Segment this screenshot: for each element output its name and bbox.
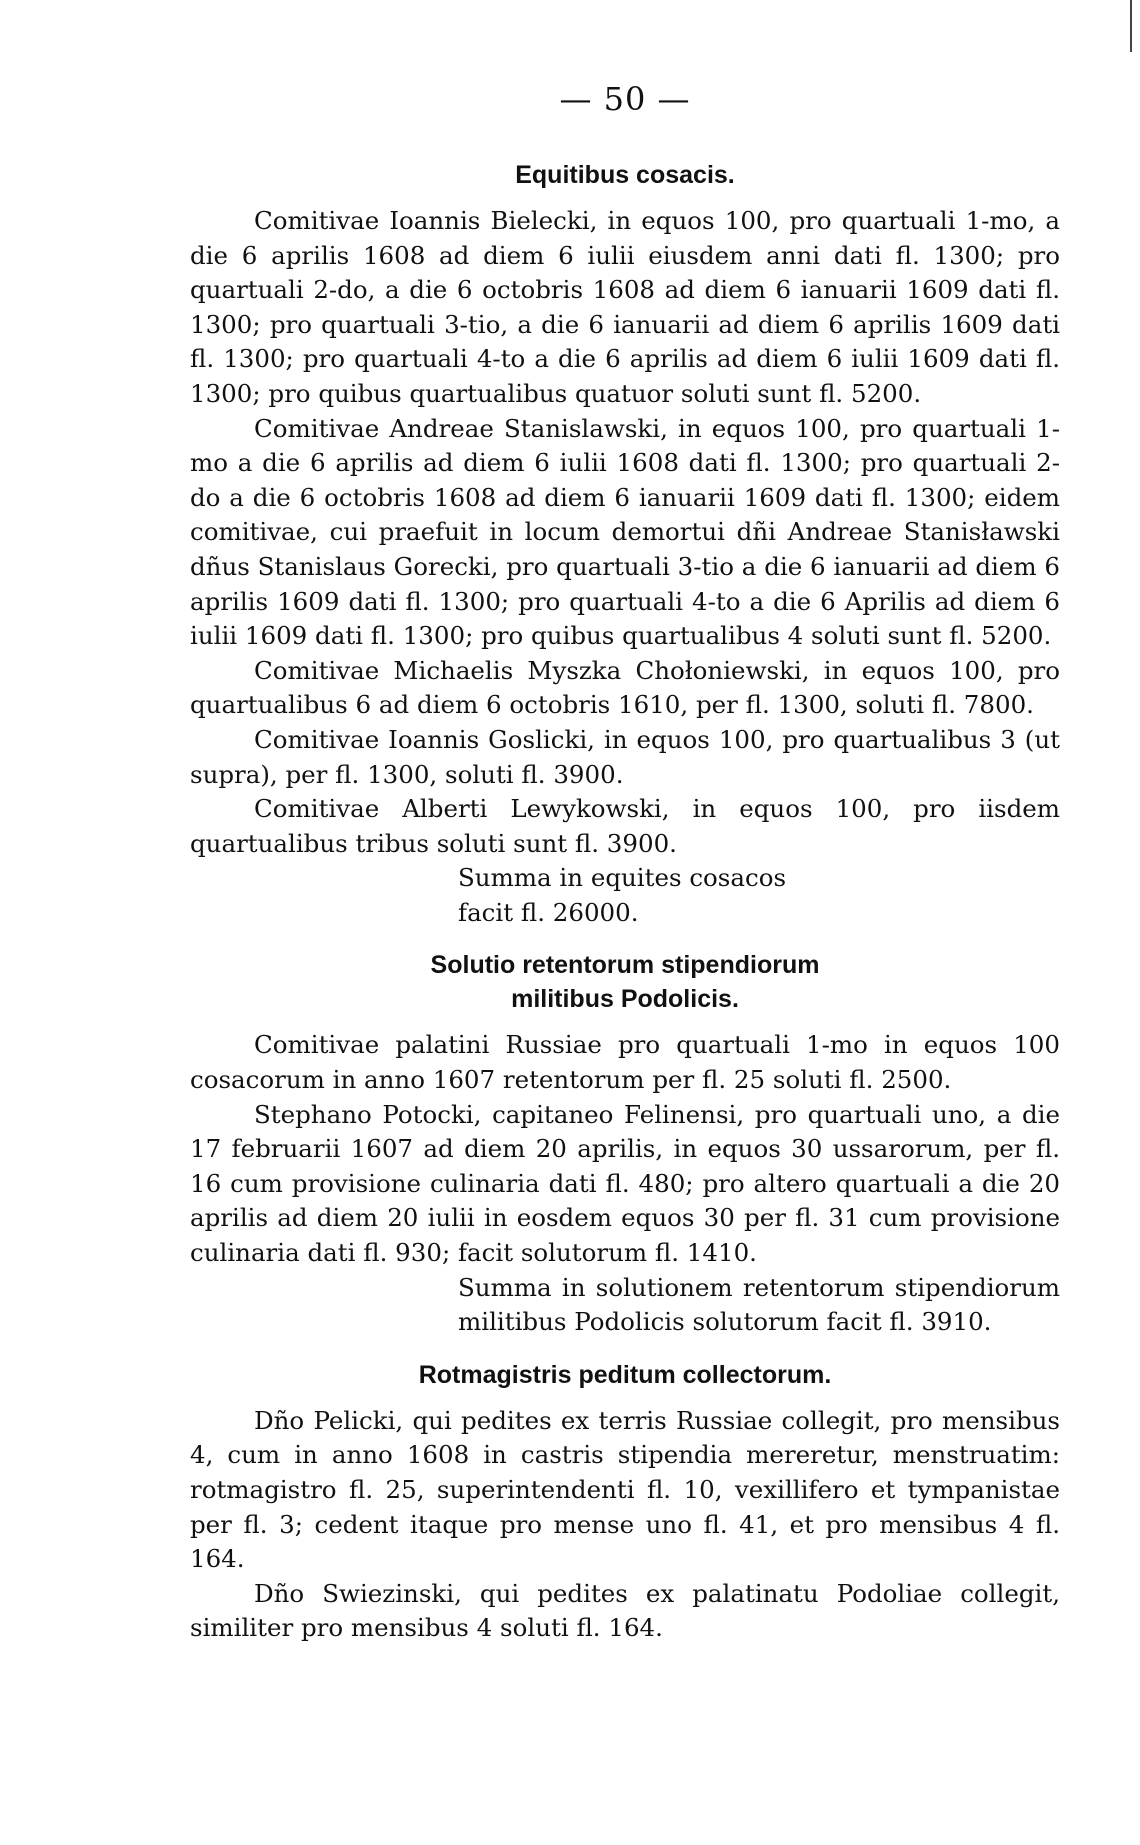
heading-line: militibus Podolicis. — [511, 985, 739, 1014]
paragraph: Comitivae Michaelis Myszka Chołoniewski, in equos 100, pro quartualibus 6 ad diem 6 octobris 1610, per fl. 1300, soluti fl. 7800. — [190, 655, 1060, 720]
section-heading — [190, 158, 1060, 192]
document-page — [190, 80, 1060, 1646]
margin-rule — [1130, 0, 1132, 52]
paragraph: Dño Pelicki, qui pedites ex terris Russiae collegit, pro mensibus 4, cum in anno 1608 in castris stipendia mereretur, menstruatim: rotmagistro fl. 25, superintendenti fl. 10, vexillifero et tympanistae per fl. 3; cedent itaque pro mense uno fl. 41, et pro mensibus 4 fl. 164. — [190, 1405, 1060, 1574]
heading-line: Equitibus cosacis. — [515, 161, 735, 189]
heading-line: Solutio retentorum stipendiorum — [430, 951, 820, 980]
paragraph: Dño Swiezinski, qui pedites ex palatinatu Podoliae collegit, similiter pro mensibus 4 soluti fl. 164. — [190, 1578, 1060, 1643]
paragraph: Comitivae Andreae Stanislawski, in equos 100, pro quartuali 1-mo a die 6 aprilis ad diem 6 iulii 1608 dati fl. 1300; pro quartuali 2-do a die 6 octobris 1608 ad diem 6 ianuarii 1609 dati fl. 1300; eidem comitivae, cui praefuit in locum demortui dñi Andreae Stanisławski dñus Stanislaus Gorecki, pro quartuali 3-tio a die 6 ianuarii ad diem 6 aprilis 1609 dati fl. 1300; pro quartuali 4-to a die 6 Aprilis ad diem 6 iulii 1609 dati fl. 1300; pro quibus quartualibus 4 soluti sunt fl. 5200. — [190, 413, 1060, 651]
summa-line: facit fl. 26000. — [458, 897, 639, 927]
summa-line: Summa in equites cosacos — [458, 863, 787, 893]
paragraph: Comitivae palatini Russiae pro quartuali 1-mo in equos 100 cosacorum in anno 1607 retentorum per fl. 25 soluti fl. 2500. — [190, 1030, 1060, 1095]
section-heading — [190, 948, 1060, 1016]
paragraph: Stephano Potocki, capitaneo Felinensi, pro quartuali uno, a die 17 februarii 1607 ad diem 20 aprilis, in equos 30 ussarorum, per fl. 16 cum provisione culinaria dati fl. 480; pro altero quartuali a die 20 aprilis ad diem 20 iulii in eosdem equos 30 per fl. 31 cum provisione culinaria dati fl. 930; facit solutorum fl. 1410. — [190, 1099, 1060, 1268]
page-number: — 50 — — [559, 80, 691, 118]
heading-line: Rotmagistris peditum collectorum. — [418, 1360, 832, 1389]
section-equitibus-cosacis — [190, 158, 1060, 930]
paragraph: Comitivae Alberti Lewykowski, in equos 100, pro iisdem quartualibus tribus soluti sunt fl. 3900. — [190, 794, 1060, 858]
section-heading — [190, 1358, 1060, 1392]
section-solutio-retentorum — [190, 948, 1060, 1339]
paragraph: Comitivae Ioannis Bielecki, in equos 100, pro quartuali 1-mo, a die 6 aprilis 1608 ad diem 6 iulii eiusdem anni dati fl. 1300; pro quartuali 2-do, a die 6 octobris 1608 ad diem 6 ianuarii 1609 dati fl. 1300; pro quartuali 3-tio, a die 6 ianuarii ad diem 6 aprilis 1609 dati fl. 1300; pro quartuali 4-to a die 6 aprilis ad diem 6 iulii 1609 dati fl. 1300; pro quibus quartualibus quatuor soluti sunt fl. 5200. — [190, 206, 1060, 408]
paragraph: Comitivae Ioannis Goslicki, in equos 100, pro quartualibus 3 (ut supra), per fl. 1300, soluti fl. 3900. — [190, 724, 1060, 789]
section-rotmagistris-peditum — [190, 1358, 1060, 1646]
summa-line: Summa in solutionem retentorum stipendiorum militibus Podolicis solutorum facit fl. 3910. — [458, 1272, 1060, 1337]
